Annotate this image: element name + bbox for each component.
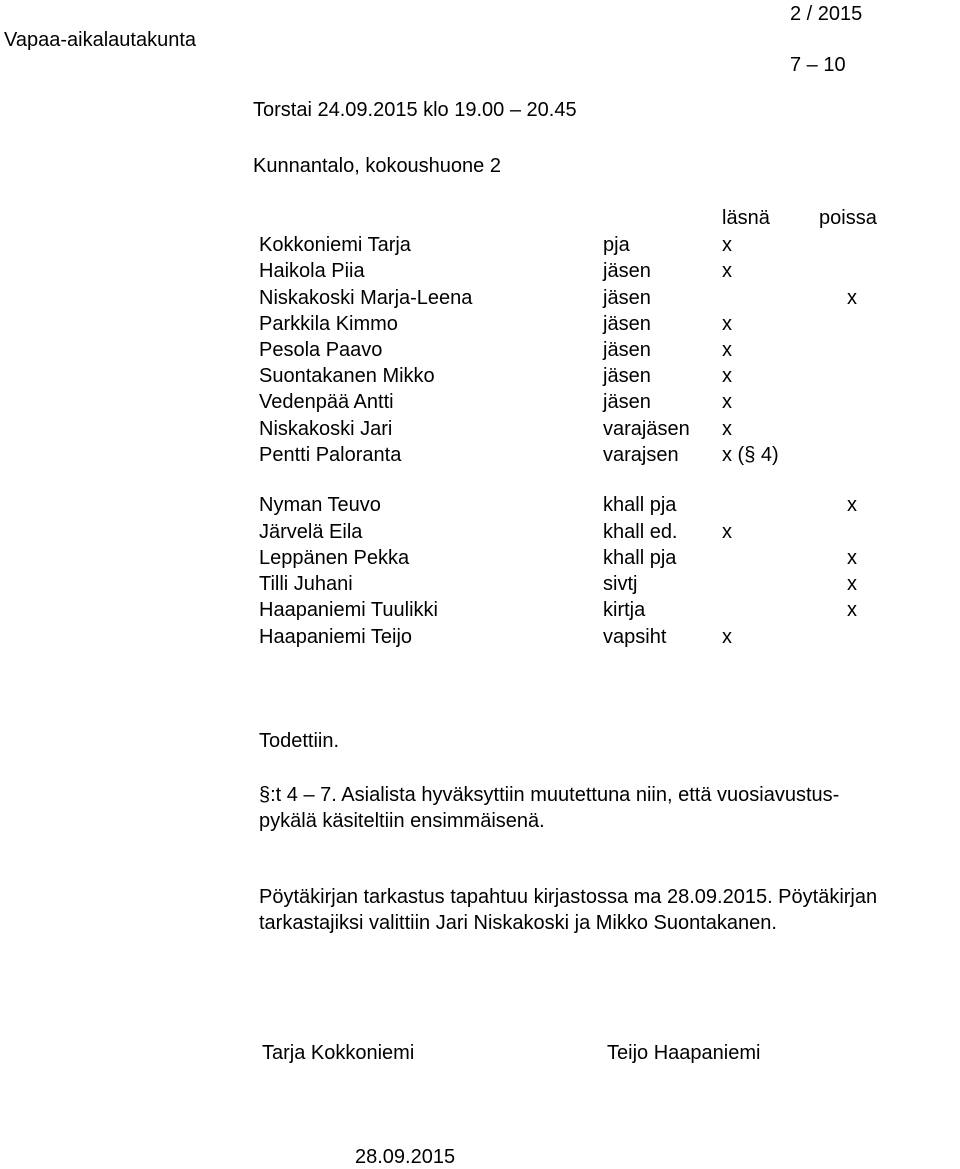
member-role: jäsen bbox=[603, 287, 651, 309]
other-row bbox=[0, 520, 960, 546]
minutes-review-paragraph: Pöytäkirjan tarkastus tapahtuu kirjastossa ma 28.09.2015. Pöytäkirjan tarkastajiksi valittiin Jari Niskakoski ja Mikko Suontakanen. bbox=[259, 886, 878, 934]
member-name: Kokkoniemi Tarja bbox=[259, 234, 411, 256]
present-mark: x bbox=[722, 365, 732, 387]
member-row bbox=[0, 390, 960, 416]
other-name: Tilli Juhani bbox=[259, 573, 353, 595]
member-name: Suontakanen Mikko bbox=[259, 365, 435, 387]
member-row bbox=[0, 364, 960, 390]
other-row bbox=[0, 572, 960, 598]
present-mark: x bbox=[722, 260, 732, 282]
other-role: khall ed. bbox=[603, 521, 678, 543]
present-mark: x bbox=[722, 418, 732, 440]
absent-mark: x bbox=[847, 547, 857, 569]
meeting-datetime: Torstai 24.09.2015 klo 19.00 – 20.45 bbox=[253, 99, 577, 121]
member-row bbox=[0, 443, 960, 469]
member-role: varajsen bbox=[603, 444, 679, 466]
member-row bbox=[0, 417, 960, 443]
other-name: Nyman Teuvo bbox=[259, 494, 381, 516]
member-role: jäsen bbox=[603, 260, 651, 282]
present-mark: x bbox=[722, 313, 732, 335]
member-name: Pentti Paloranta bbox=[259, 444, 402, 466]
member-row bbox=[0, 233, 960, 259]
present-mark: x bbox=[722, 521, 732, 543]
other-name: Leppänen Pekka bbox=[259, 547, 410, 569]
other-role: vapsiht bbox=[603, 626, 667, 648]
member-name: Niskakoski Jari bbox=[259, 418, 393, 440]
section-range: 7 – 10 bbox=[790, 54, 846, 76]
member-role: jäsen bbox=[603, 391, 651, 413]
present-mark: x bbox=[722, 234, 732, 256]
secretary-signature-name: Teijo Haapaniemi bbox=[607, 1042, 761, 1064]
present-mark: x bbox=[722, 626, 732, 648]
meeting-location: Kunnantalo, kokoushuone 2 bbox=[253, 155, 501, 177]
member-role: varajäsen bbox=[603, 418, 690, 440]
present-mark: x bbox=[722, 339, 732, 361]
other-row bbox=[0, 598, 960, 624]
member-role: jäsen bbox=[603, 365, 651, 387]
agenda-paragraph: §:t 4 – 7. Asialista hyväksyttiin muutettuna niin, että vuosiavustus- pykälä käsiteltiin ensimmäisenä. bbox=[259, 784, 840, 832]
absent-mark: x bbox=[847, 494, 857, 516]
member-role: jäsen bbox=[603, 339, 651, 361]
absent-mark: x bbox=[847, 287, 857, 309]
footer-date: 28.09.2015 bbox=[355, 1146, 456, 1168]
other-row bbox=[0, 625, 960, 651]
member-row bbox=[0, 338, 960, 364]
meeting-number: 2 / 2015 bbox=[790, 3, 863, 25]
other-role: sivtj bbox=[603, 573, 638, 595]
chair-signature-name: Tarja Kokkoniemi bbox=[262, 1042, 415, 1064]
member-name: Vedenpää Antti bbox=[259, 391, 394, 413]
organization-name: Vapaa-aikalautakunta bbox=[4, 29, 196, 51]
absent-mark: x bbox=[847, 573, 857, 595]
other-role: kirtja bbox=[603, 599, 646, 621]
other-row bbox=[0, 493, 960, 519]
other-role: khall pja bbox=[603, 547, 677, 569]
member-name: Haikola Piia bbox=[259, 260, 365, 282]
member-name: Pesola Paavo bbox=[259, 339, 383, 361]
member-role: jäsen bbox=[603, 313, 651, 335]
noted-text: Todettiin. bbox=[259, 730, 340, 752]
other-name: Haapaniemi Tuulikki bbox=[259, 599, 438, 621]
member-row bbox=[0, 259, 960, 285]
member-role: pja bbox=[603, 234, 630, 256]
other-name: Järvelä Eila bbox=[259, 521, 363, 543]
present-mark: x (§ 4) bbox=[722, 444, 779, 466]
member-name: Niskakoski Marja-Leena bbox=[259, 287, 473, 309]
member-row bbox=[0, 286, 960, 312]
column-header-present: läsnä bbox=[722, 207, 770, 229]
member-name: Parkkila Kimmo bbox=[259, 313, 398, 335]
member-row bbox=[0, 312, 960, 338]
other-row bbox=[0, 546, 960, 572]
other-role: khall pja bbox=[603, 494, 677, 516]
absent-mark: x bbox=[847, 599, 857, 621]
column-header-absent: poissa bbox=[819, 207, 877, 229]
other-name: Haapaniemi Teijo bbox=[259, 626, 413, 648]
present-mark: x bbox=[722, 391, 732, 413]
